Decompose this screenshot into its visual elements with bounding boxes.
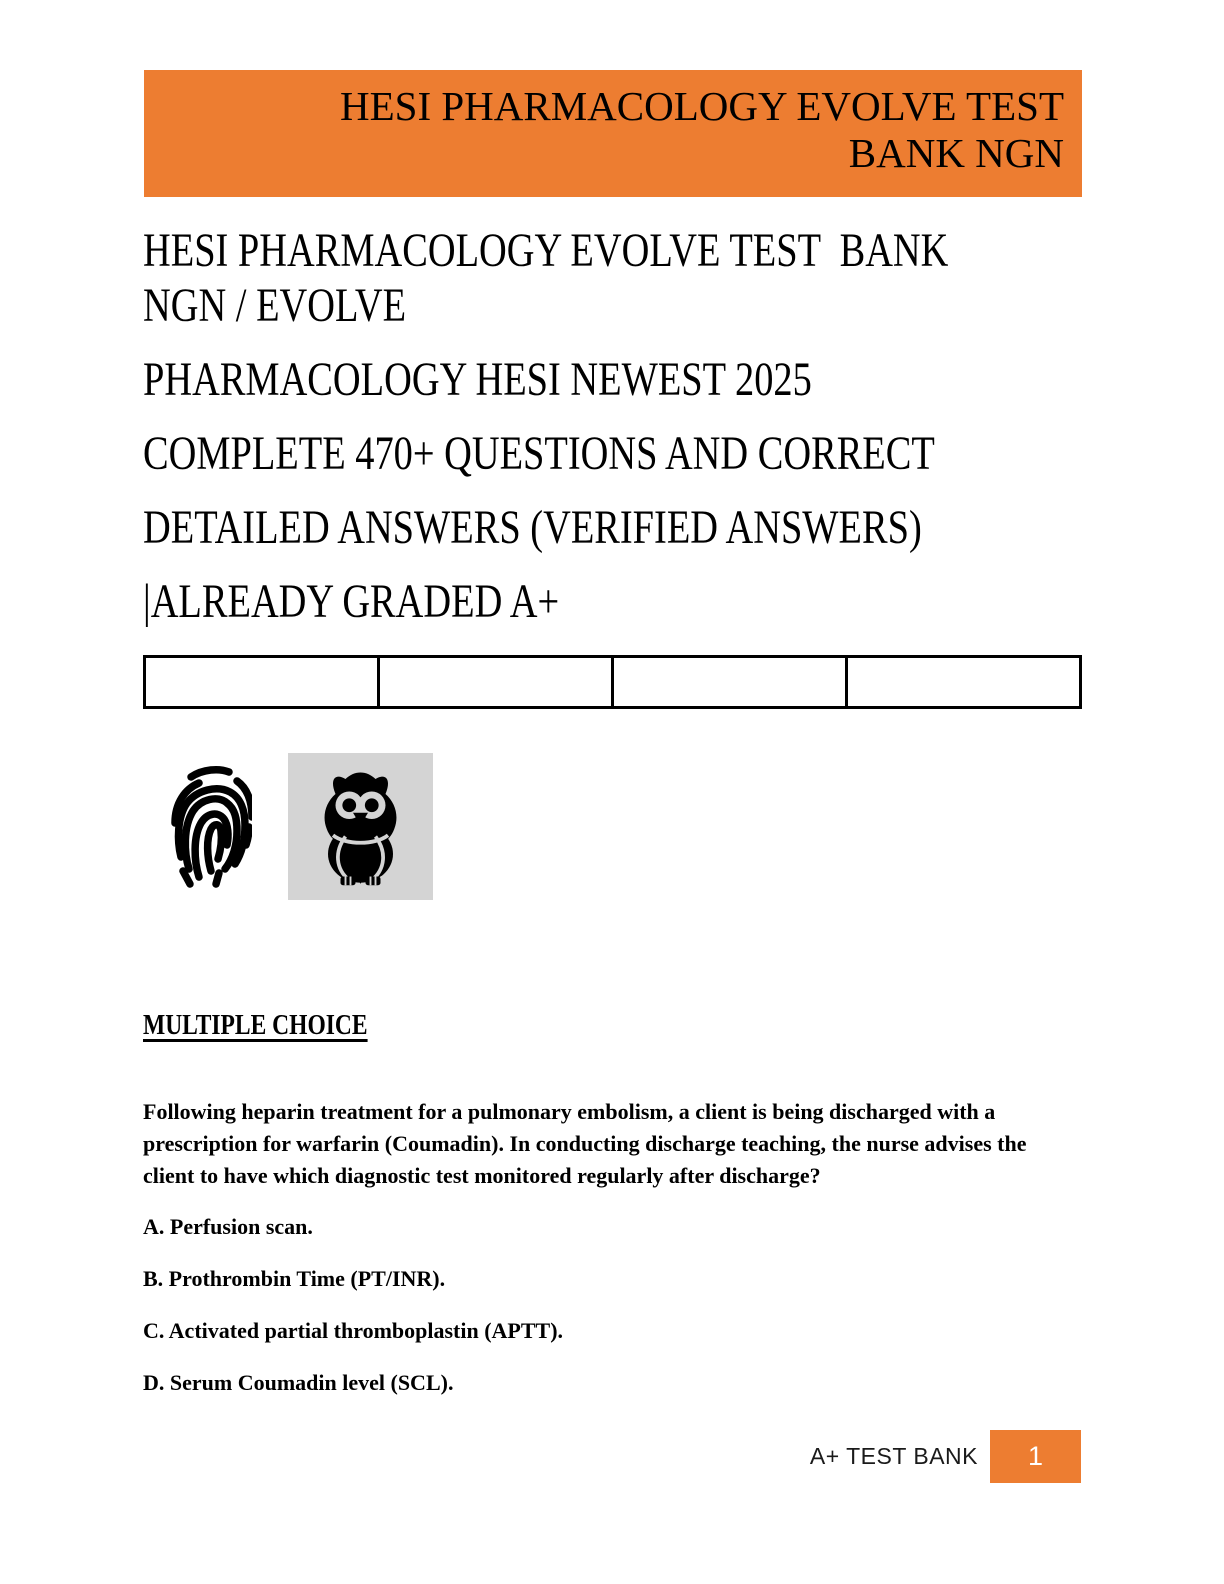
section-heading: MULTIPLE CHOICE: [143, 1010, 368, 1041]
table-cell: [613, 657, 847, 708]
banner-title-line-2: BANK NGN: [848, 130, 1064, 176]
page-number-badge: [990, 1430, 1081, 1483]
title-line-1: HESI PHARMACOLOGY EVOLVE TEST BANK: [143, 224, 949, 277]
table-cell: [379, 657, 613, 708]
page-number: 1: [1027, 1441, 1044, 1471]
fingerprint-icon: [166, 760, 252, 894]
header-banner: [144, 70, 1082, 197]
title-line-3: PHARMACOLOGY HESI NEWEST 2025: [143, 353, 812, 406]
title-line-4: COMPLETE 470+ QUESTIONS AND CORRECT: [143, 427, 935, 480]
answer-option-d: D. Serum Coumadin level (SCL).: [143, 1370, 454, 1395]
title-line-2: NGN / EVOLVE: [143, 279, 407, 332]
banner-title-line-1: HESI PHARMACOLOGY EVOLVE TEST: [340, 83, 1064, 129]
table-cell: [847, 657, 1081, 708]
title-line-6: |ALREADY GRADED A+: [143, 575, 560, 628]
table-row: [145, 657, 1081, 708]
document-title: [143, 223, 1083, 629]
owl-icon: [288, 753, 433, 900]
footer-brand: A+ TEST BANK: [809, 1443, 978, 1469]
table-cell: [145, 657, 379, 708]
answer-option-b: B. Prothrombin Time (PT/INR).: [143, 1266, 446, 1291]
answer-option-a: A. Perfusion scan.: [143, 1214, 313, 1239]
answer-option-c: C. Activated partial thromboplastin (APTT).: [143, 1318, 564, 1343]
title-line-5: DETAILED ANSWERS (VERIFIED ANSWERS): [143, 501, 922, 554]
owl-graphic: [298, 762, 423, 891]
question-text: Following heparin treatment for a pulmonary embolism, a client is being discharged with a prescription for warfarin (Coumadin). In conducting discharge teaching, the nurse advises the client to have which diagnostic test monitored regularly after discharge?: [143, 1099, 1027, 1188]
empty-table: [143, 655, 1082, 709]
